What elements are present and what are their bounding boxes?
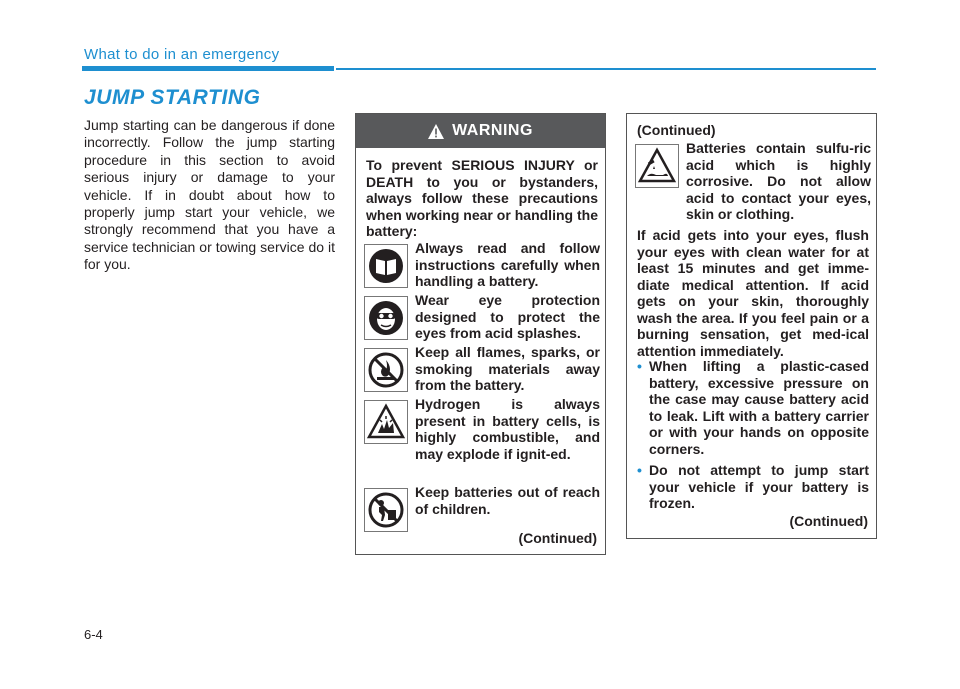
warning-item-text: Hydrogen is always present in battery cells, is highly combustible, and may explode if ignit-ed. [415, 396, 600, 462]
header-rule-thick [82, 66, 334, 71]
continued-top-label: (Continued) [637, 122, 716, 138]
continued-bottom-label: (Continued) [789, 513, 868, 529]
warning-item [364, 344, 600, 394]
page-heading: JUMP STARTING [84, 86, 261, 109]
header-rule-thin [336, 68, 876, 70]
page-number: 6-4 [84, 627, 103, 642]
warning-continued-label: (Continued) [518, 530, 597, 546]
warning-title: WARNING [452, 122, 533, 139]
bullet-dot-icon: • [637, 462, 642, 478]
warning-item-text: Always read and follow instructions carefully when handling a battery. [415, 240, 600, 289]
warning-intro: To prevent SERIOUS INJURY or DEATH to you or bystanders, always follow these precautions when working near or handling the battery: [366, 157, 598, 239]
acid-first-aid-paragraph: If acid gets into your eyes, flush your eyes with clean water for at least 15 minutes and get imme-diate medical attention. If acid gets on your skin, thoroughly wash the area. If you feel pain or a burning sensation, get med-ical attention immediately. [637, 227, 869, 359]
battery-bullet-list [637, 358, 869, 517]
explosive-gas-icon [366, 402, 406, 442]
list-item: • Do not attempt to jump start your vehicle if your battery is frozen. [637, 462, 869, 511]
acid-warning-item [635, 140, 871, 223]
keep-children-away-icon [366, 490, 406, 530]
corrosive-acid-icon [637, 146, 677, 186]
read-manual-icon [366, 246, 406, 286]
warning-box [355, 113, 606, 555]
warning-item-text: Keep batteries out of reach of children. [415, 484, 600, 517]
continued-box [626, 113, 877, 539]
eye-protection-icon [366, 298, 406, 338]
warning-item [364, 484, 600, 517]
warning-item [364, 240, 600, 290]
acid-warning-text: Batteries contain sulfu-ric acid which is highly corrosive. Do not allow acid to contact your eyes, skin or clothing. [686, 140, 871, 222]
list-item: • When lifting a plastic-cased battery, excessive pressure on the case may cause battery acid to leak. Lift with a battery carrier or with your hands on opposite corners. [637, 358, 869, 457]
warning-header [356, 114, 605, 148]
section-title: What to do in an emergency [84, 46, 280, 63]
warning-item-text: Keep all flames, sparks, or smoking materials away from the battery. [415, 344, 600, 393]
bullet-dot-icon: • [637, 358, 642, 374]
warning-item [364, 292, 600, 342]
no-flames-icon [366, 350, 406, 390]
warning-item-text: Wear eye protection designed to protect the eyes from acid splashes. [415, 292, 600, 341]
warning-item [364, 396, 600, 462]
intro-paragraph: Jump starting can be dangerous if done incorrectly. Follow the jump starting procedure in this section to avoid serious injury or damage to your vehicle. If in doubt about how to properly jump start your vehicle, we strongly recommend that you have a service technician or towing service do it for you. [84, 117, 335, 273]
warning-triangle-icon [428, 124, 444, 139]
